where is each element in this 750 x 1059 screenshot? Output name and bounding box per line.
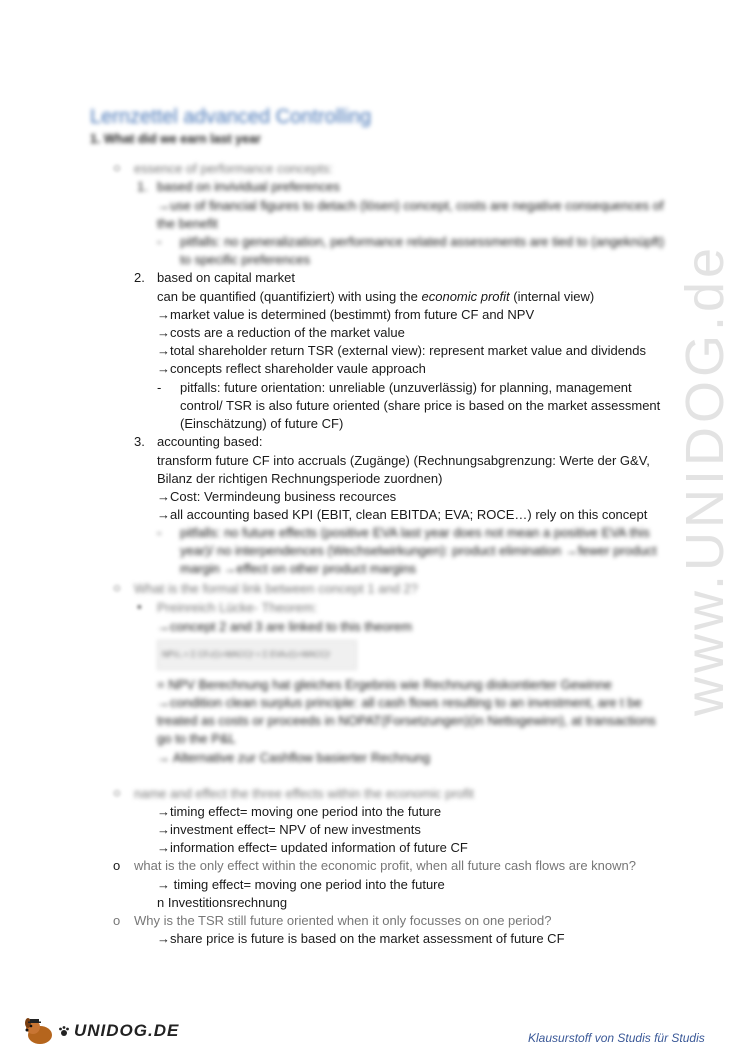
text-line: →all accounting based KPI (EBIT, clean EBITDA; EVA; ROCE…) rely on this concept	[157, 507, 648, 522]
list-number: 2.	[134, 270, 145, 285]
text-line: year)/ no interpendences (Wechselwirkungen): product elimination →fewer product	[180, 543, 657, 558]
text-line: margin →effect on other product margins	[180, 561, 417, 576]
document-subtitle: 1. What did we earn last year	[90, 132, 261, 146]
formula-image: NPV₀ = Σ CFₜ/(1+WACC)ᵗ = Σ EVAₜ/(1+WACC)ᵗ	[157, 640, 357, 670]
bullet-circle: ○	[113, 580, 121, 595]
text-line: treated as costs or proceeds in NOPAT(Forsetzungen)(in Nettogewinn), at transactions	[157, 713, 656, 728]
unidog-logo[interactable]	[22, 1014, 179, 1048]
text-line: → Alternative zur Cashflow basierter Rechnung	[157, 750, 431, 765]
list-number: 3.	[134, 434, 145, 449]
bullet-circle: o	[113, 913, 121, 928]
list-item-title: accounting based:	[157, 434, 263, 449]
bullet-circle: ○	[113, 160, 121, 175]
section-heading: essence of performance concepts:	[134, 161, 333, 176]
text-line: pitfalls: future orientation: unreliable (unzuverlässig) for planning, management	[180, 380, 632, 395]
footer-tagline: Klausurstoff von Studis für Studis	[528, 1031, 705, 1045]
text-line: →market value is determined (bestimmt) from future CF and NPV	[157, 307, 535, 322]
text-line: →information effect= updated information of future CF	[157, 840, 468, 855]
text-line: transform future CF into accruals (Zugänge) (Rechnungsabgrenzung: Werte der G&V,	[157, 453, 650, 468]
section-heading: What is the formal link between concept 1 and 2?	[134, 581, 418, 596]
list-number: 1.	[137, 179, 148, 194]
text-line: →concepts reflect shareholder vaule approach	[157, 361, 426, 376]
logo-text: UNIDOG.DE	[74, 1021, 180, 1040]
text-line: →investment effect= NPV of new investments	[157, 822, 421, 837]
text-line: →share price is future is based on the market assessment of future CF	[157, 931, 565, 946]
text-line: n Investitionsrechnung	[157, 895, 288, 910]
text-line: Preinreich Lücke- Theorem:	[157, 600, 318, 615]
section-heading: name and effect the three effects within the economic profit	[134, 786, 474, 801]
dash: -	[157, 380, 162, 395]
text-line: the benefit	[157, 216, 218, 231]
section-heading: what is the only effect within the economic profit, when all future cash flows are known?	[134, 858, 636, 873]
text-line: →costs are a reduction of the market value	[157, 325, 405, 340]
paw-print-icon	[58, 1025, 70, 1037]
text-line: to specific preferences	[180, 252, 311, 267]
text-line: pitfalls: no future effects (positive EVA last year does not mean a positive EVA this	[180, 525, 650, 540]
text-line: → timing effect= moving one period into the future	[157, 877, 445, 892]
text-line: →total shareholder return TSR (external view): represent market value and dividends	[157, 343, 646, 358]
section-heading: Why is the TSR still future oriented when it only focusses on one period?	[134, 913, 552, 928]
dash: -	[157, 525, 162, 540]
bullet-square: ▪	[137, 599, 142, 614]
text-line: Bilanz der richtigen Rechnungsperiode zuordnen)	[157, 471, 443, 486]
list-item-title: based on invividual preferences	[157, 179, 340, 194]
text-line: go to the P&L	[157, 731, 236, 746]
text-line: = NPV Berechnung hat gleiches Ergebnis wie Rechnung diskontierter Gewinne	[157, 677, 612, 692]
text-line: →use of financial figures to detach (lösen) concept, costs are negative consequences of	[157, 198, 664, 213]
bullet-circle: ○	[113, 785, 121, 800]
list-item-title: based on capital market	[157, 270, 296, 285]
text-line: →timing effect= moving one period into the future	[157, 804, 442, 819]
text-line: (Einschätzung) of future CF)	[180, 416, 344, 431]
text-line: control/ TSR is also future oriented (share price is based on the market assessment	[180, 398, 661, 413]
document-title: Lernzettel advanced Controlling	[90, 106, 372, 128]
text-line: →condition clean surplus principle: all cash flows resulting to an investment, are t be	[157, 695, 642, 710]
text-line: can be quantified (quantifiziert) with using the economic profit (internal view)	[157, 289, 595, 304]
watermark-text: www.UNIDOG.de	[675, 243, 735, 717]
bullet-circle: o	[113, 858, 121, 873]
text-line: pitfalls: no generalization, performance related assessments are tied to (angeknüpft)	[180, 234, 665, 249]
dog-mascot-icon	[22, 1015, 58, 1047]
text-line: →Cost: Vermindeung business recources	[157, 489, 397, 504]
text-line: →concept 2 and 3 are linked to this theorem	[157, 619, 413, 634]
dash: -	[157, 234, 162, 249]
